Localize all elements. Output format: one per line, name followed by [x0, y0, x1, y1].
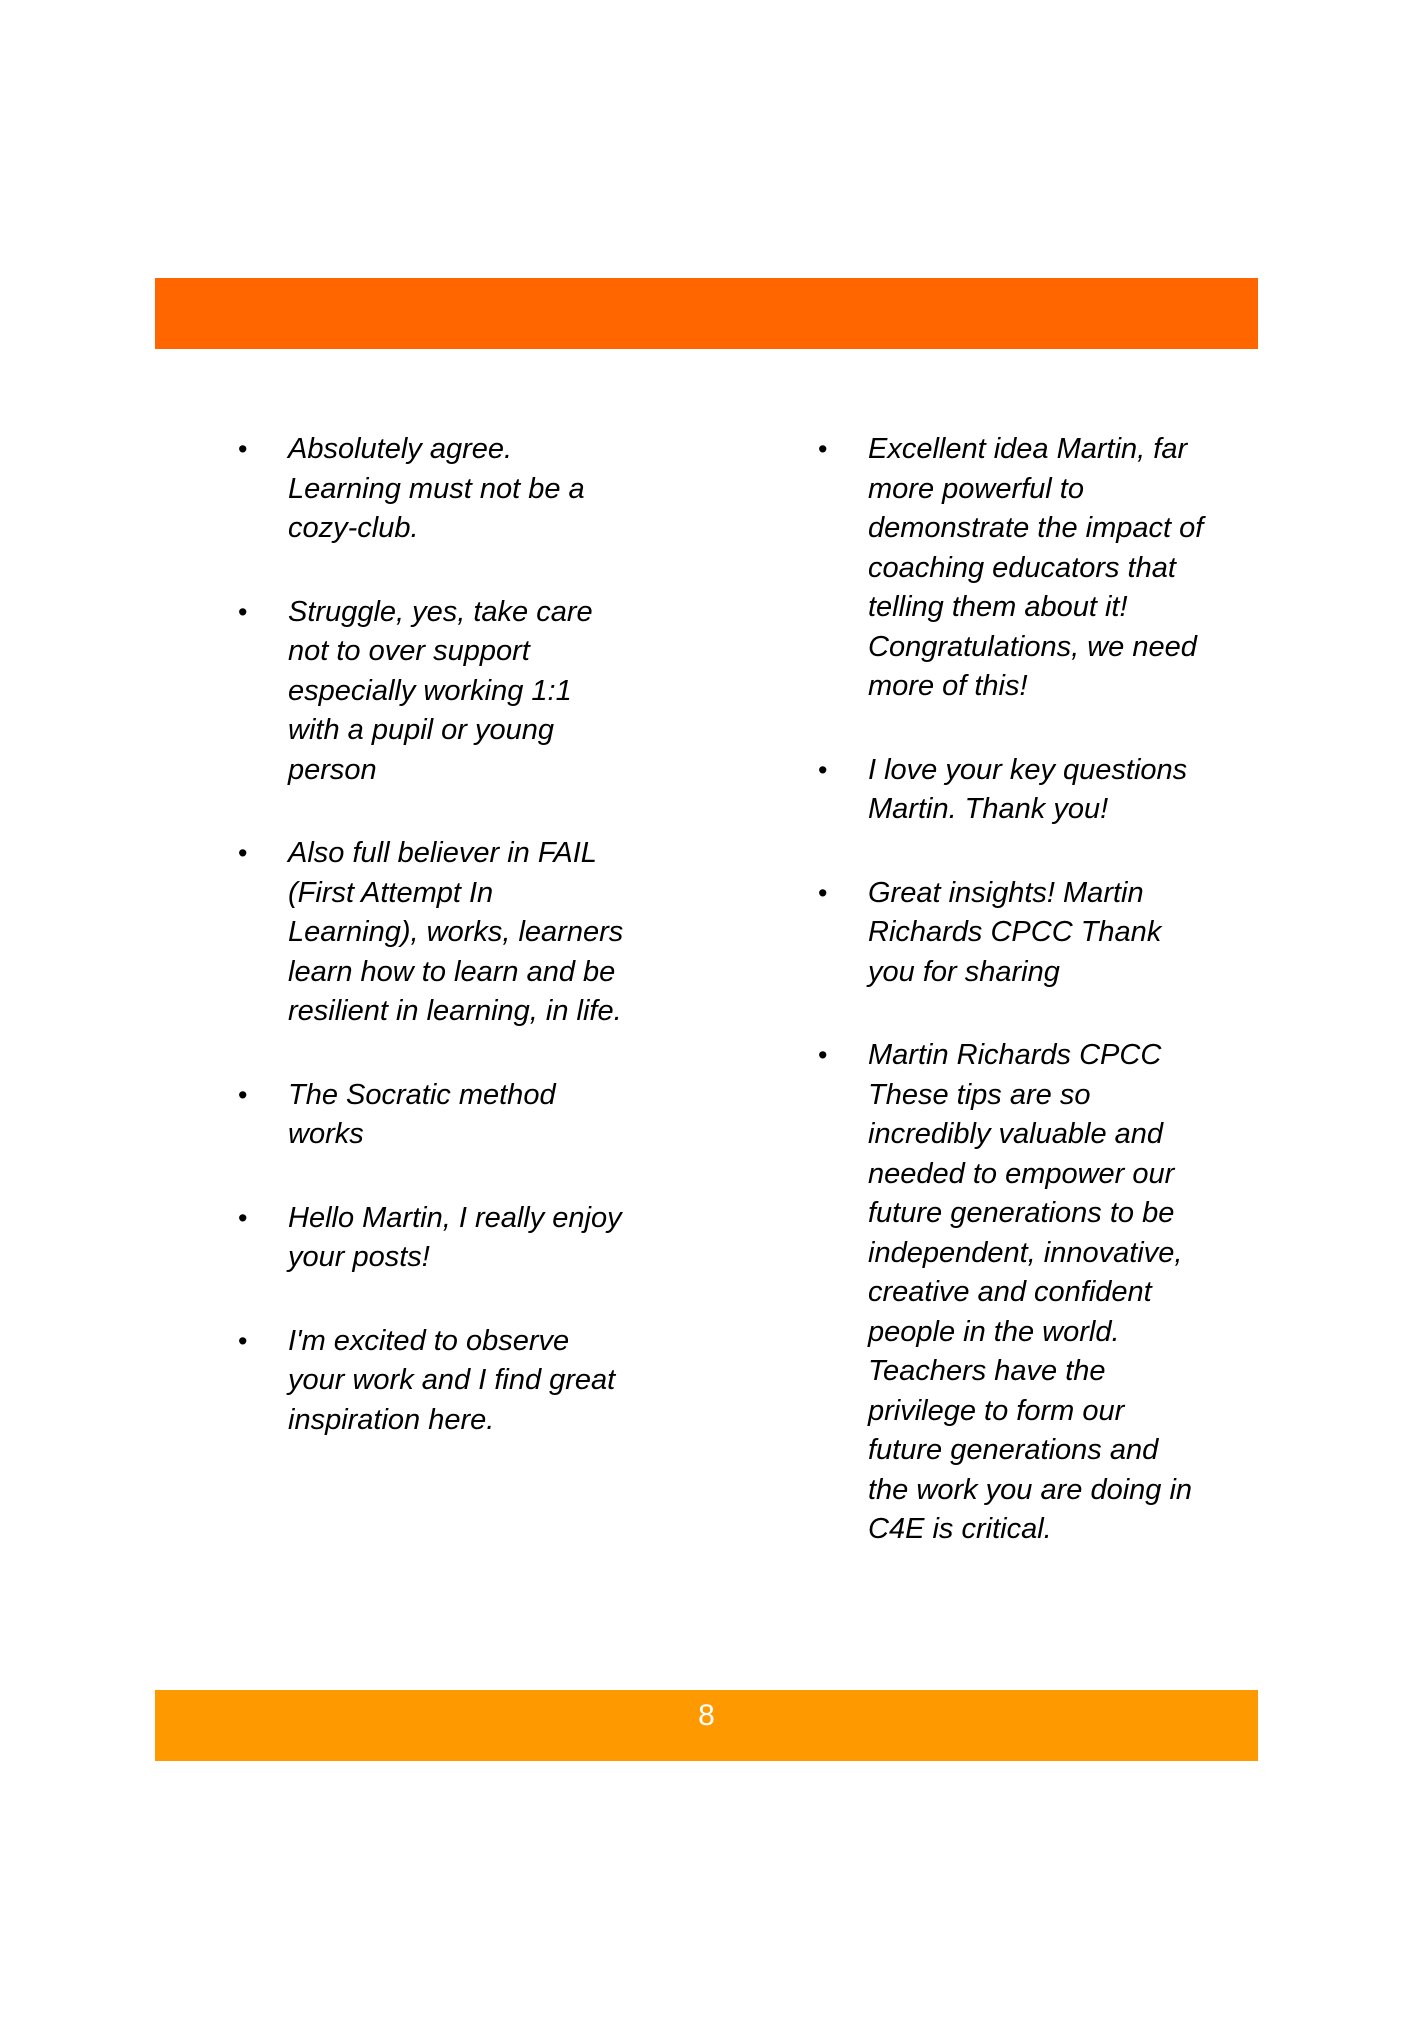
comment-item: [238, 1199, 658, 1278]
comment-text: Martin Richards CPCC These tips are so incredibly valuable and needed to empower our future generations to be independent, innovative, creative and confident people in the world. Teachers have the privilege to form our future generations and the work you are doing in C4E is critical.: [868, 1039, 1193, 1545]
comment-item: [238, 430, 658, 549]
page-number: 8: [698, 1698, 715, 1732]
comment-item: [238, 1322, 658, 1441]
bullet-icon: •: [818, 1040, 828, 1070]
bullet-icon: •: [818, 754, 828, 785]
footer-band: [155, 1690, 1258, 1761]
comment-item: [238, 1076, 658, 1155]
comment-text: Excellent idea Martin, far more powerful to demonstrate the impact of coaching educators that telling them about it! Congratulations, we need more of this!: [868, 433, 1204, 702]
comment-item: [238, 593, 658, 791]
bullet-icon: •: [238, 434, 248, 464]
comment-item: [818, 1036, 1238, 1550]
comment-text: Hello Martin, I really enjoy your posts!: [288, 1201, 622, 1273]
comment-text: Great insights! Martin Richards CPCC Thank you for sharing: [868, 876, 1162, 988]
comment-text: The Socratic method works: [288, 1078, 556, 1150]
comment-text: I love your key questions Martin. Thank you!: [868, 753, 1188, 825]
bullet-icon: •: [238, 1325, 248, 1356]
header-band: [155, 278, 1258, 349]
bullet-icon: •: [818, 434, 828, 464]
comment-text: Absolutely agree. Learning must not be a cozy-club.: [288, 433, 585, 544]
bullet-icon: •: [818, 877, 828, 908]
comment-item: [818, 751, 1238, 830]
comment-text: Struggle, yes, take care not to over support especially working 1:1 with a pupil or young person: [288, 595, 593, 786]
comment-item: [818, 430, 1238, 707]
left-column: [238, 430, 658, 1484]
bullet-icon: •: [238, 596, 248, 627]
comment-item: [238, 834, 658, 1032]
comment-item: [818, 874, 1238, 993]
bullet-icon: •: [238, 838, 248, 868]
comment-text: I'm excited to observe your work and I find great inspiration here.: [288, 1324, 616, 1436]
comment-text: Also full believer in FAIL (First Attempt In Learning), works, learners learn how to learn and be resilient in learning, in life.: [288, 837, 624, 1027]
right-column: [818, 430, 1238, 1594]
bullet-icon: •: [238, 1079, 248, 1110]
bullet-icon: •: [238, 1202, 248, 1233]
